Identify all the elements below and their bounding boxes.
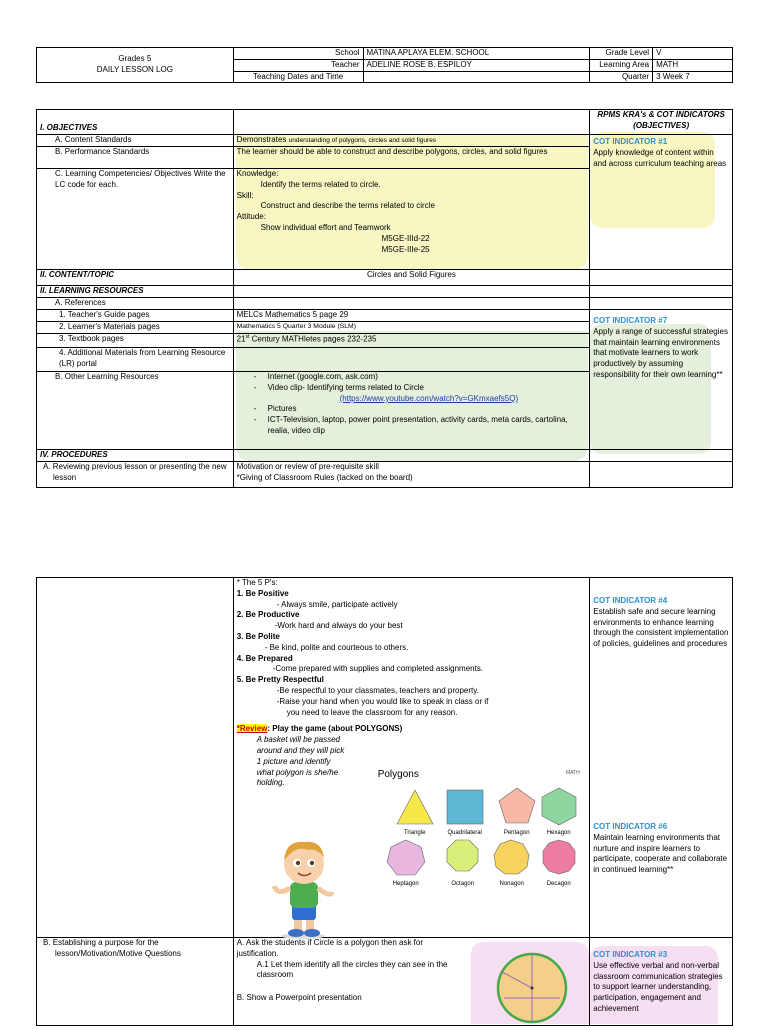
grades-text: Grades 5 bbox=[118, 54, 152, 64]
shape-label-quadrilateral: Quadrilateral bbox=[447, 830, 482, 836]
learning-area-value: MATH bbox=[653, 59, 733, 71]
cot6-text: Maintain learning environments that nurture and inspire learners to participate, cooperate and collaborate in continued learning** bbox=[593, 832, 728, 875]
log-title: DAILY LESSON LOG bbox=[96, 65, 173, 75]
pentagon-shape bbox=[499, 788, 535, 823]
shape-label-decagon: Decagon bbox=[546, 881, 571, 887]
learning-area-label: Learning Area bbox=[590, 59, 653, 71]
purpose-value: A. Ask the students if Circle is a polygon then ask for justification. A.1 Let them identify all the circles they can see in the classroom B. Show a Powerpoint presentation bbox=[233, 938, 590, 1026]
procedures-title: IV. PROCEDURES bbox=[37, 450, 234, 462]
cot3-cell bbox=[590, 938, 733, 1026]
grade-title-cell bbox=[37, 48, 234, 83]
cot1-text: Apply knowledge of content within and across curriculum teaching areas bbox=[593, 147, 727, 168]
teacher-label: Teacher bbox=[233, 59, 363, 71]
quarter-value: 3 Week 7 bbox=[653, 71, 733, 83]
video-link[interactable]: (https://www.youtube.com/watch?v=GKmxaefs5Q) bbox=[339, 393, 519, 403]
cot7-title: COT INDICATOR #7 bbox=[593, 316, 668, 325]
quadrilateral-shape bbox=[447, 790, 483, 824]
content-topic-value: Circles and Solid Figures bbox=[233, 270, 590, 286]
review-value: Motivation or review of pre-requisite skill *Giving of Classroom Rules (tacked on the board) bbox=[233, 462, 590, 488]
purpose-label: B. Establishing a purpose for the lesson/Motivation/Motive Questions bbox=[37, 938, 234, 1026]
grade-level-label: Grade Level bbox=[590, 48, 653, 60]
shape-label-octagon: Octagon bbox=[451, 881, 475, 887]
shape-label-triangle: Triangle bbox=[403, 830, 426, 836]
math-logo: MATH bbox=[565, 770, 580, 776]
references-label: A. References bbox=[37, 298, 234, 310]
other-resources-label: B. Other Learning Resources bbox=[37, 372, 234, 450]
school-value: MATINA APLAYA ELEM. SCHOOL bbox=[363, 48, 590, 60]
lm-value: Mathematics 5 Quarter 3 Module (SLM) bbox=[233, 322, 590, 334]
content-topic-label: II. CONTENT/TOPIC bbox=[37, 270, 234, 286]
objectives-title: I. OBJECTIVES bbox=[37, 110, 234, 135]
review-desc: A basket will be passed around and they will pick 1 picture and identify what polygon is she/he holding. bbox=[256, 735, 345, 788]
lm-label: 2. Learner's Materials pages bbox=[37, 322, 234, 334]
tb-label: 3. Textbook pages bbox=[37, 334, 234, 348]
heptagon-shape bbox=[387, 840, 425, 875]
school-label: School bbox=[233, 48, 363, 60]
performance-standards-value: The learner should be able to construct and describe polygons, circles, and solid figures bbox=[233, 147, 590, 169]
cot-4-6-cell bbox=[590, 578, 733, 938]
tg-label: 1. Teacher's Guide pages bbox=[37, 310, 234, 322]
cot7-text: Apply a range of successful strategies that maintain learning environments that motivate learners to work productively by assuming responsibility for their own learning** bbox=[593, 326, 728, 379]
other-resources-value: - Internet (google.com, ask.com) - Video clip- Identifying terms related to Circle (https://www.youtube.com/watch?v=GKmxaefs5Q) - Pictures - ICT-Television, laptop, power point presentation, activity cards, meta cards, cartolina, realia, video clip bbox=[233, 372, 590, 450]
decagon-shape bbox=[543, 840, 575, 874]
additional-materials-label: 4. Additional Materials from Learning Resource (LR) portal bbox=[37, 348, 234, 372]
review-tag: *Review bbox=[236, 724, 268, 734]
tg-value: MELCs Mathematics 5 page 29 bbox=[233, 310, 590, 322]
hexagon-shape bbox=[542, 788, 576, 825]
content-standards-value: Demonstrates understanding of polygons, circles and solid figures bbox=[233, 135, 590, 147]
header-table bbox=[36, 47, 733, 83]
lesson-table-1 bbox=[36, 109, 733, 488]
rpms-header: RPMS KRA's & COT INDICATORS (OBJECTIVES) bbox=[590, 110, 733, 135]
cot3-title: COT INDICATOR #3 bbox=[593, 950, 668, 959]
cot4-text: Establish safe and secure learning environments to enhance learning through the consistent implementation of policies, guidelines and procedures bbox=[593, 606, 729, 649]
cot6-title: COT INDICATOR #6 bbox=[593, 822, 668, 831]
triangle-shape bbox=[397, 790, 433, 824]
dates-label: Teaching Dates and Time bbox=[233, 71, 363, 83]
dates-value bbox=[363, 71, 590, 83]
cot1-title: COT INDICATOR #1 bbox=[593, 137, 668, 146]
resources-title: II. LEARNING RESOURCES bbox=[37, 286, 234, 298]
content-standards-label: A. Content Standards bbox=[37, 135, 234, 147]
cartoon-boy-image bbox=[268, 836, 338, 941]
rules-cell: * The 5 P's: 1. Be Positive - Always smile, participate actively 2. Be Productive -Work hard and always do your best 3. Be Polite - Be kind, polite and courteous to others. 4. Be Prepared -Come prepared with supplies and completed assignments. 5. Be Pretty Respectful -Be respectful to your classmates, teachers and property. -Raise your hand when you would like to speak in class or if you need to leave the classroom for any reason. *Review: Play the game (about POLYGONS) A basket will be passed around and they will pick 1 picture and identify what polygon is she/he holding. Polygons MATH Triangle Quadrilateral Pentagon Hexagon Heptagon Octagon Nonagon Decagon bbox=[233, 578, 590, 938]
polygons-picture bbox=[372, 768, 584, 896]
octagon-shape bbox=[447, 840, 478, 871]
cot7-cell bbox=[590, 310, 733, 450]
tb-value: 21st Century MATHletes pages 232-235 bbox=[233, 334, 590, 348]
teacher-value: ADELINE ROSE B. ESPILOY bbox=[363, 59, 590, 71]
shape-label-heptagon: Heptagon bbox=[392, 881, 419, 887]
cot3-text: Use effective verbal and non-verbal classroom communication strategies to support learner understanding, participation, engagement and achievement bbox=[593, 960, 723, 1013]
lesson-table-2 bbox=[36, 577, 733, 1026]
cot4-title: COT INDICATOR #4 bbox=[593, 596, 668, 605]
grade-level-value: V bbox=[653, 48, 733, 60]
nonagon-shape bbox=[494, 840, 529, 874]
shape-label-nonagon: Nonagon bbox=[499, 881, 524, 887]
performance-standards-label: B. Performance Standards bbox=[37, 147, 234, 169]
competencies-label: C. Learning Competencies/ Objectives Write the LC code for each. bbox=[37, 169, 234, 270]
cot1-cell bbox=[590, 135, 733, 270]
polygons-title: Polygons bbox=[377, 769, 419, 780]
competencies-value: Knowledge: Identify the terms related to circle. Skill: Construct and describe the terms related to circle Attitude: Show individual effort and Teamwork M5GE-IIId-22 M5GE-IIIe-25 bbox=[233, 169, 590, 270]
circle-picture bbox=[492, 946, 572, 1030]
shape-label-hexagon: Hexagon bbox=[546, 830, 571, 836]
review-label: A. Reviewing previous lesson or presenting the new lesson bbox=[37, 462, 234, 488]
quarter-label: Quarter bbox=[590, 71, 653, 83]
shape-label-pentagon: Pentagon bbox=[503, 830, 530, 836]
